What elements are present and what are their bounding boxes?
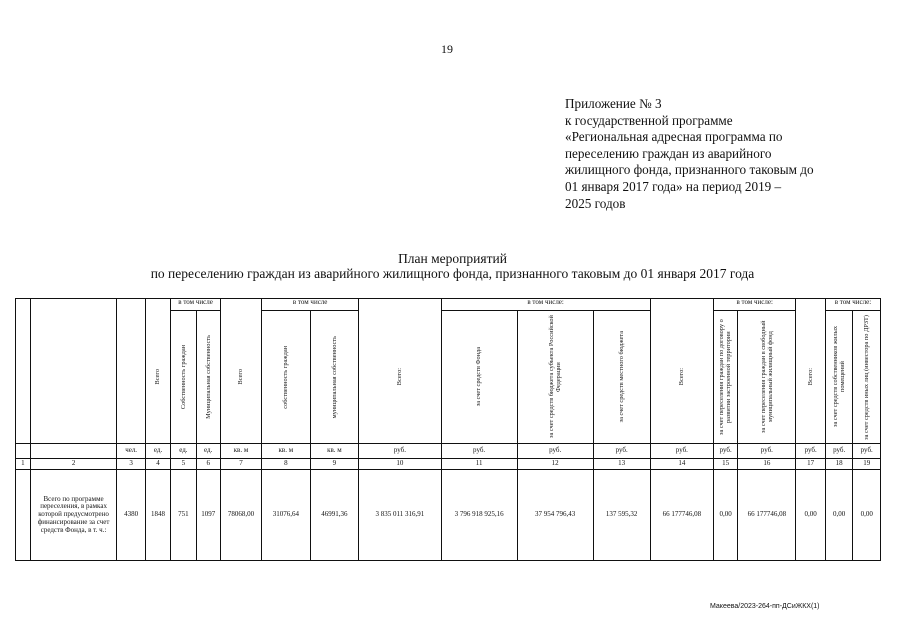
header-fund-money: за счет средств Фонда [475, 347, 483, 407]
header-total-funds: Всего: [396, 368, 404, 386]
document-code: Макеева/2023-264-пп-ДСиЖКХ(1) [710, 603, 820, 610]
value-cell: 137 595,32 [593, 470, 650, 561]
value-cell: 3 796 918 925,16 [441, 470, 517, 561]
value-cell: 1097 [196, 470, 220, 561]
unit-cell: чел. [117, 444, 146, 459]
appendix-line: «Региональная адресная программа по [565, 129, 783, 145]
unit-cell: кв. м [262, 444, 311, 459]
appendix-line: переселению граждан из аварийного [565, 145, 772, 161]
value-cell: 31076,64 [262, 470, 311, 561]
value-cell: 46991,36 [310, 470, 359, 561]
column-number: 6 [196, 459, 220, 470]
value-cell: 3 835 011 316,91 [359, 470, 441, 561]
appendix-line: 2025 годов [565, 195, 626, 211]
column-number: 8 [262, 459, 311, 470]
unit-cell: руб. [517, 444, 593, 459]
header-private-property: Собственность граждан [179, 344, 187, 410]
column-number: 19 [853, 459, 881, 470]
value-cell: 0,00 [714, 470, 738, 561]
appendix-line: к государственной программе [565, 112, 733, 128]
column-number: 3 [117, 459, 146, 470]
table-row [16, 470, 881, 561]
column-number: 1 [16, 459, 31, 470]
column-number: 4 [145, 459, 170, 470]
unit-cell: руб. [359, 444, 441, 459]
header-total-2: Всего: [678, 368, 686, 386]
unit-cell: руб. [825, 444, 852, 459]
header-area-municipal: муниципальная собственность [330, 335, 338, 419]
column-number: 9 [310, 459, 359, 470]
value-cell: 1848 [145, 470, 170, 561]
column-number: 2 [30, 459, 117, 470]
column-number: 18 [825, 459, 852, 470]
unit-cell: кв. м [310, 444, 359, 459]
column-number: 5 [171, 459, 196, 470]
value-cell: 66 177746,08 [738, 470, 796, 561]
header-owners-funds: за счет средств собственников жилых помещений [831, 326, 847, 428]
header-development-agreement: за счет переселения граждан по договору о развитии застроенной территории [718, 319, 733, 435]
group-header: в том числе: [834, 298, 872, 306]
unit-cell: руб. [796, 444, 826, 459]
unit-cell: ед. [171, 444, 196, 459]
group-header: в том числе: [736, 298, 773, 306]
value-cell: 37 954 796,43 [517, 470, 593, 561]
column-number: 11 [441, 459, 517, 470]
appendix-line: жилищного фонда, признанного таковым до [565, 162, 814, 178]
group-header: в том числе [292, 298, 328, 306]
units-row [16, 444, 881, 459]
row-description: Всего по программе переселения, в рамках которой предусмотрено финансирование за счет средств Фонда, в т. ч.: [30, 470, 117, 561]
plan-subtitle: по переселению граждан из аварийного жилищного фонда, признанного таковым до 01 января 2017 года [150, 266, 755, 281]
header-free-municipal-fund: за счет переселения граждан в свободный муниципальный жилищный фонд [759, 320, 774, 434]
header-investor-funds: за счет средств иных лиц (инвестора по ДРЗТ) [863, 314, 871, 440]
unit-cell: руб. [853, 444, 881, 459]
unit-cell: руб. [650, 444, 713, 459]
header-regional-budget: за счет средств бюджета субъекта Российской Федерации [547, 315, 563, 439]
column-number: 13 [593, 459, 650, 470]
value-cell: 0,00 [796, 470, 826, 561]
unit-cell: руб. [738, 444, 796, 459]
unit-cell: ед. [145, 444, 170, 459]
unit-cell: ед. [196, 444, 220, 459]
group-header: в том числе [178, 298, 213, 306]
row-index-cell [16, 470, 31, 561]
plan-table [15, 298, 881, 561]
column-number: 17 [796, 459, 826, 470]
value-cell: 4380 [117, 470, 146, 561]
unit-cell: кв. м [220, 444, 261, 459]
page-number: 19 [441, 42, 453, 56]
column-number: 14 [650, 459, 713, 470]
appendix-header [565, 96, 875, 212]
column-numbers-row [16, 459, 881, 470]
header-total-area: Всего [237, 369, 245, 385]
column-number: 12 [517, 459, 593, 470]
header-municipal-property: Муниципальная собственность [204, 335, 212, 419]
unit-cell: руб. [714, 444, 738, 459]
column-number: 10 [359, 459, 441, 470]
group-header: в том числе: [527, 298, 564, 306]
header-total-3: Всего: [807, 368, 815, 386]
column-number: 15 [714, 459, 738, 470]
header-area-private: собственность граждан [282, 345, 290, 409]
value-cell: 751 [171, 470, 196, 561]
value-cell: 0,00 [853, 470, 881, 561]
appendix-line: Приложение № 3 [565, 96, 662, 111]
value-cell: 0,00 [825, 470, 852, 561]
appendix-line: 01 января 2017 года» на период 2019 – [565, 178, 782, 194]
column-number: 7 [220, 459, 261, 470]
value-cell: 66 177746,08 [650, 470, 713, 561]
header-local-budget: за счет средств местного бюджета [618, 331, 626, 423]
value-cell: 78068,00 [220, 470, 261, 561]
unit-cell: руб. [441, 444, 517, 459]
header-total-people: Всего [154, 369, 162, 385]
plan-title: План мероприятий [398, 251, 507, 266]
column-number: 16 [738, 459, 796, 470]
unit-cell: руб. [593, 444, 650, 459]
